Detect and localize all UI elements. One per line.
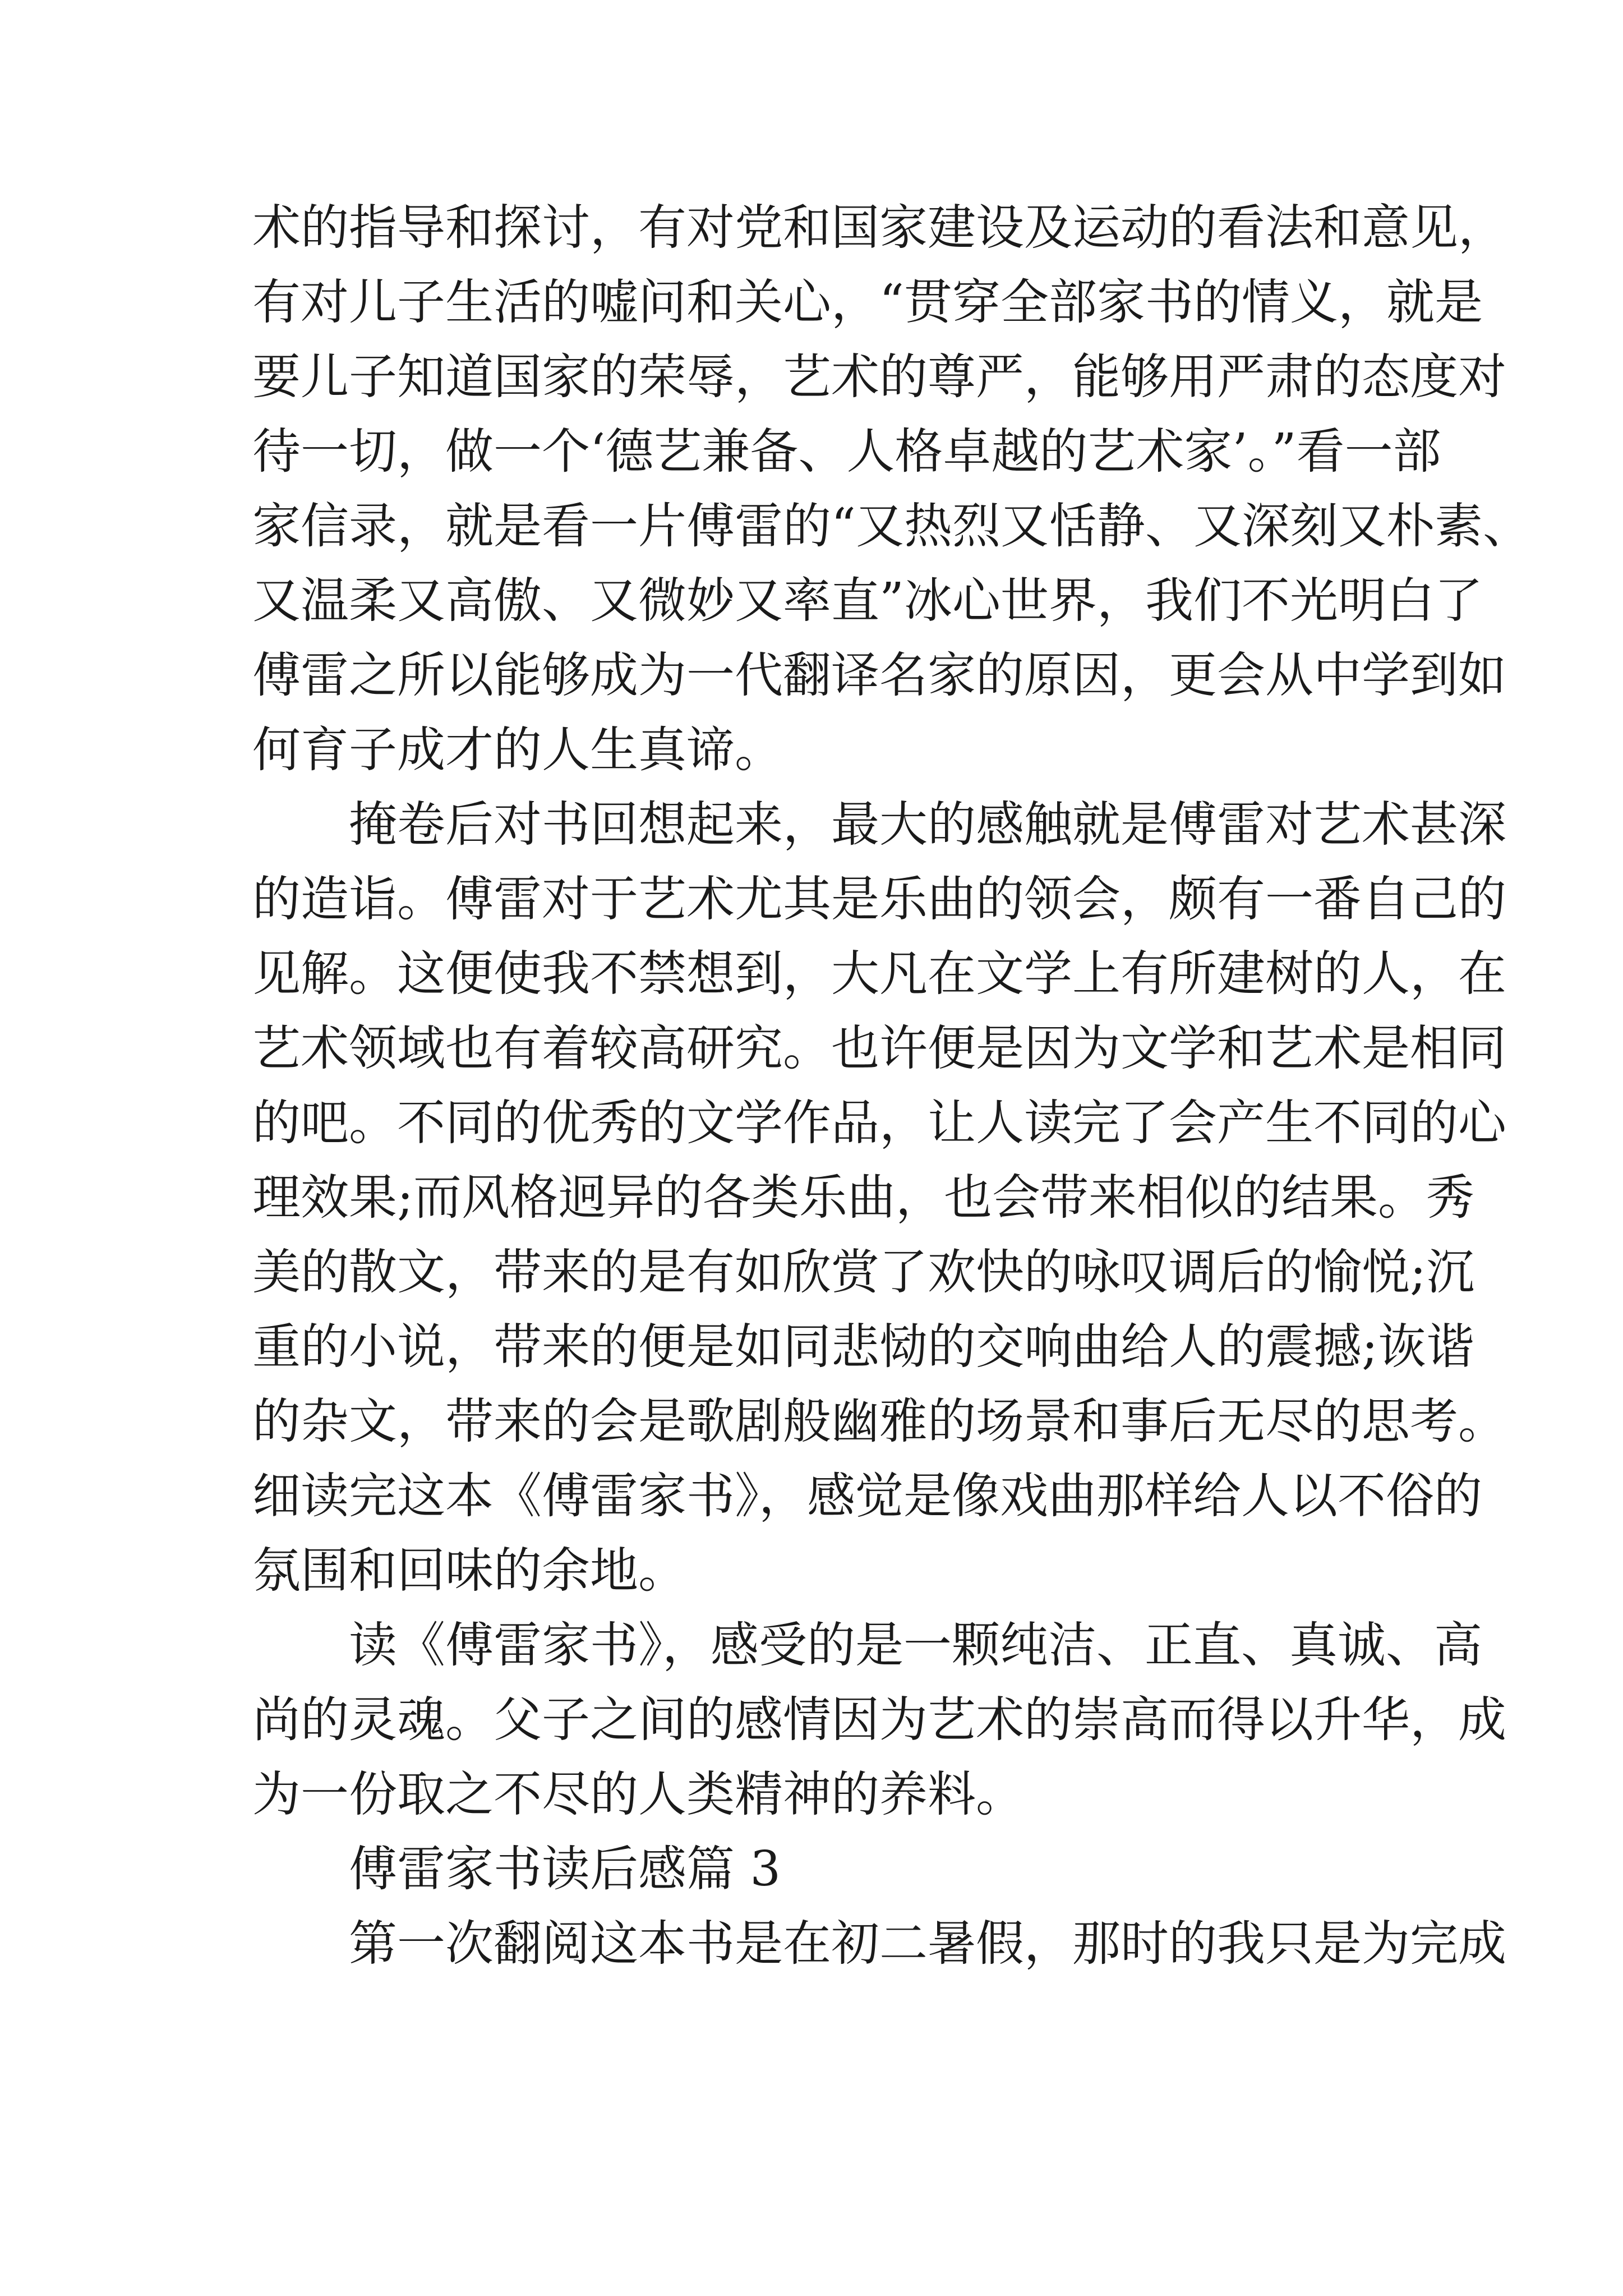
text-line: 的吧。不同的优秀的文学作品，让人读完了会产生不同的心 — [252, 1095, 1506, 1151]
text-line: 重的小说，带来的便是如同悲恸的交响曲给人的震撼;诙谐 — [252, 1319, 1474, 1375]
text-line: 要儿子知道国家的荣辱，艺术的尊严，能够用严肃的态度对 — [252, 349, 1506, 405]
text-line: 艺术领域也有着较高研究。也许便是因为文学和艺术是相同 — [252, 1020, 1506, 1076]
body-text — [252, 191, 1531, 1981]
text-line: 见解。这便使我不禁想到，大凡在文学上有所建树的人，在 — [252, 946, 1506, 1002]
text-line: 理效果;而风格迥异的各类乐曲，也会带来相似的结果。秀 — [252, 1170, 1474, 1226]
text-line: 细读完这本《傅雷家书》，感觉是像戏曲那样给人以不俗的 — [252, 1468, 1482, 1524]
text-line: 有对儿子生活的嘘问和关心，“贯穿全部家书的情义，就是 — [252, 274, 1483, 330]
text-line: 氛围和回味的余地。 — [252, 1543, 686, 1599]
text-line: 傅雷之所以能够成为一代翻译名家的原因，更会从中学到如 — [252, 647, 1506, 703]
text-line: 傅雷家书读后感篇 3 — [349, 1841, 781, 1897]
text-line: 尚的灵魂。父子之间的感情因为艺术的崇高而得以升华，成 — [252, 1692, 1506, 1748]
text-line: 美的散文，带来的是有如欣赏了欢快的咏叹调后的愉悦;沉 — [252, 1244, 1474, 1300]
text-line: 的造诣。傅雷对于艺术尤其是乐曲的领会，颇有一番自己的 — [252, 871, 1506, 927]
text-line: 家信录，就是看一片傅雷的“又热烈又恬静、又深刻又朴素、 — [252, 498, 1531, 554]
text-line: 读《傅雷家书》，感受的是一颗纯洁、正直、真诚、高 — [349, 1617, 1482, 1673]
text-line: 待一切，做一个‘德艺兼备、人格卓越的艺术家’。”看一部 — [252, 424, 1441, 480]
text-line: 术的指导和探讨，有对党和国家建设及运动的看法和意见， — [252, 200, 1506, 256]
text-line: 又温柔又高傲、又微妙又率直”冰心世界，我们不光明白了 — [252, 573, 1483, 629]
text-line: 第一次翻阅这本书是在初二暑假，那时的我只是为完成 — [349, 1916, 1506, 1972]
text-line: 何育子成才的人生真谛。 — [252, 722, 783, 778]
text-line: 为一份取之不尽的人类精神的养料。 — [252, 1766, 1024, 1823]
text-line: 的杂文，带来的会是歌剧般幽雅的场景和事后无尽的思考。 — [252, 1393, 1506, 1450]
text-line: 掩卷后对书回想起来，最大的感触就是傅雷对艺术甚深 — [349, 797, 1506, 853]
